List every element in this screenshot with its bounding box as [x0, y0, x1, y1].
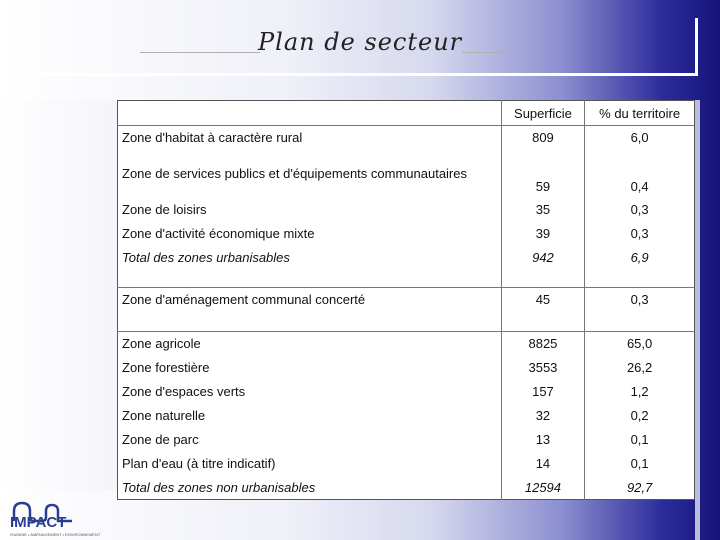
row-label: Zone d'espaces verts [122, 384, 246, 399]
row-pct: 26,2 [585, 356, 695, 380]
row-label: Total des zones urbanisables [122, 250, 290, 265]
row-pct: 0,3 [585, 288, 695, 312]
table-row [118, 332, 695, 356]
table-row [118, 222, 695, 246]
row-superficie: 12594 [501, 476, 585, 500]
header-superficie: Superficie [501, 101, 585, 126]
row-superficie: 809 [501, 126, 585, 150]
left-panel [0, 100, 118, 490]
table-spacer [118, 312, 695, 332]
table-row [118, 380, 695, 404]
title-rule-right [462, 52, 506, 53]
row-label: Zone d'habitat à caractère rural [122, 130, 303, 146]
header-pct: % du territoire [585, 101, 695, 126]
table-row [118, 452, 695, 476]
row-superficie: 35 [501, 198, 585, 222]
table-row [118, 356, 695, 380]
row-pct: 92,7 [585, 476, 695, 500]
row-pct: 0,3 [585, 222, 695, 246]
row-pct: 0,1 [585, 428, 695, 452]
table-row [118, 150, 695, 198]
row-pct: 0,4 [585, 150, 695, 198]
row-pct: 65,0 [585, 332, 695, 356]
row-superficie: 3553 [501, 356, 585, 380]
row-label: Plan d'eau (à titre indicatif) [122, 456, 276, 471]
title-rule-left [140, 52, 260, 53]
row-label: Zone de parc [122, 432, 199, 447]
row-pct: 6,9 [585, 246, 695, 270]
table-row [118, 126, 695, 150]
table-row [118, 198, 695, 222]
row-pct: 1,2 [585, 380, 695, 404]
row-superficie: 942 [501, 246, 585, 270]
right-accent-bar [695, 100, 700, 540]
table-row-total [118, 246, 695, 270]
row-superficie: 13 [501, 428, 585, 452]
row-label: Zone de services publics et d'équipements communautaires [122, 166, 467, 181]
row-pct: 0,1 [585, 452, 695, 476]
row-pct: 0,3 [585, 198, 695, 222]
logo-wordmark: IMPACT [10, 514, 67, 531]
row-label: Zone d'aménagement communal concerté [122, 292, 366, 308]
row-label: Total des zones non urbanisables [122, 479, 316, 495]
row-superficie: 14 [501, 452, 585, 476]
table-spacer [118, 270, 695, 288]
row-superficie: 32 [501, 404, 585, 428]
row-superficie: 39 [501, 222, 585, 246]
row-label: Zone naturelle [122, 408, 206, 423]
table-row-total [118, 476, 695, 500]
logo-tagline: ISIASINE • AMÉNAGEMENT • ENVIRONNEMENT [10, 532, 101, 537]
row-superficie: 157 [501, 380, 585, 404]
row-superficie: 59 [501, 150, 585, 198]
row-superficie: 8825 [501, 332, 585, 356]
sector-table [117, 100, 695, 500]
row-pct: 0,2 [585, 404, 695, 428]
page-title: Plan de secteur [258, 28, 463, 56]
table-row [118, 404, 695, 428]
header-label [118, 101, 502, 126]
row-superficie: 45 [501, 288, 585, 312]
row-label: Zone d'activité économique mixte [122, 226, 315, 241]
table-row [118, 288, 695, 312]
row-label: Zone agricole [122, 336, 201, 352]
row-label: Zone de loisirs [122, 202, 207, 217]
table-header-row [118, 101, 695, 126]
row-pct: 6,0 [585, 126, 695, 150]
table-row [118, 428, 695, 452]
row-label: Zone forestière [122, 360, 210, 375]
